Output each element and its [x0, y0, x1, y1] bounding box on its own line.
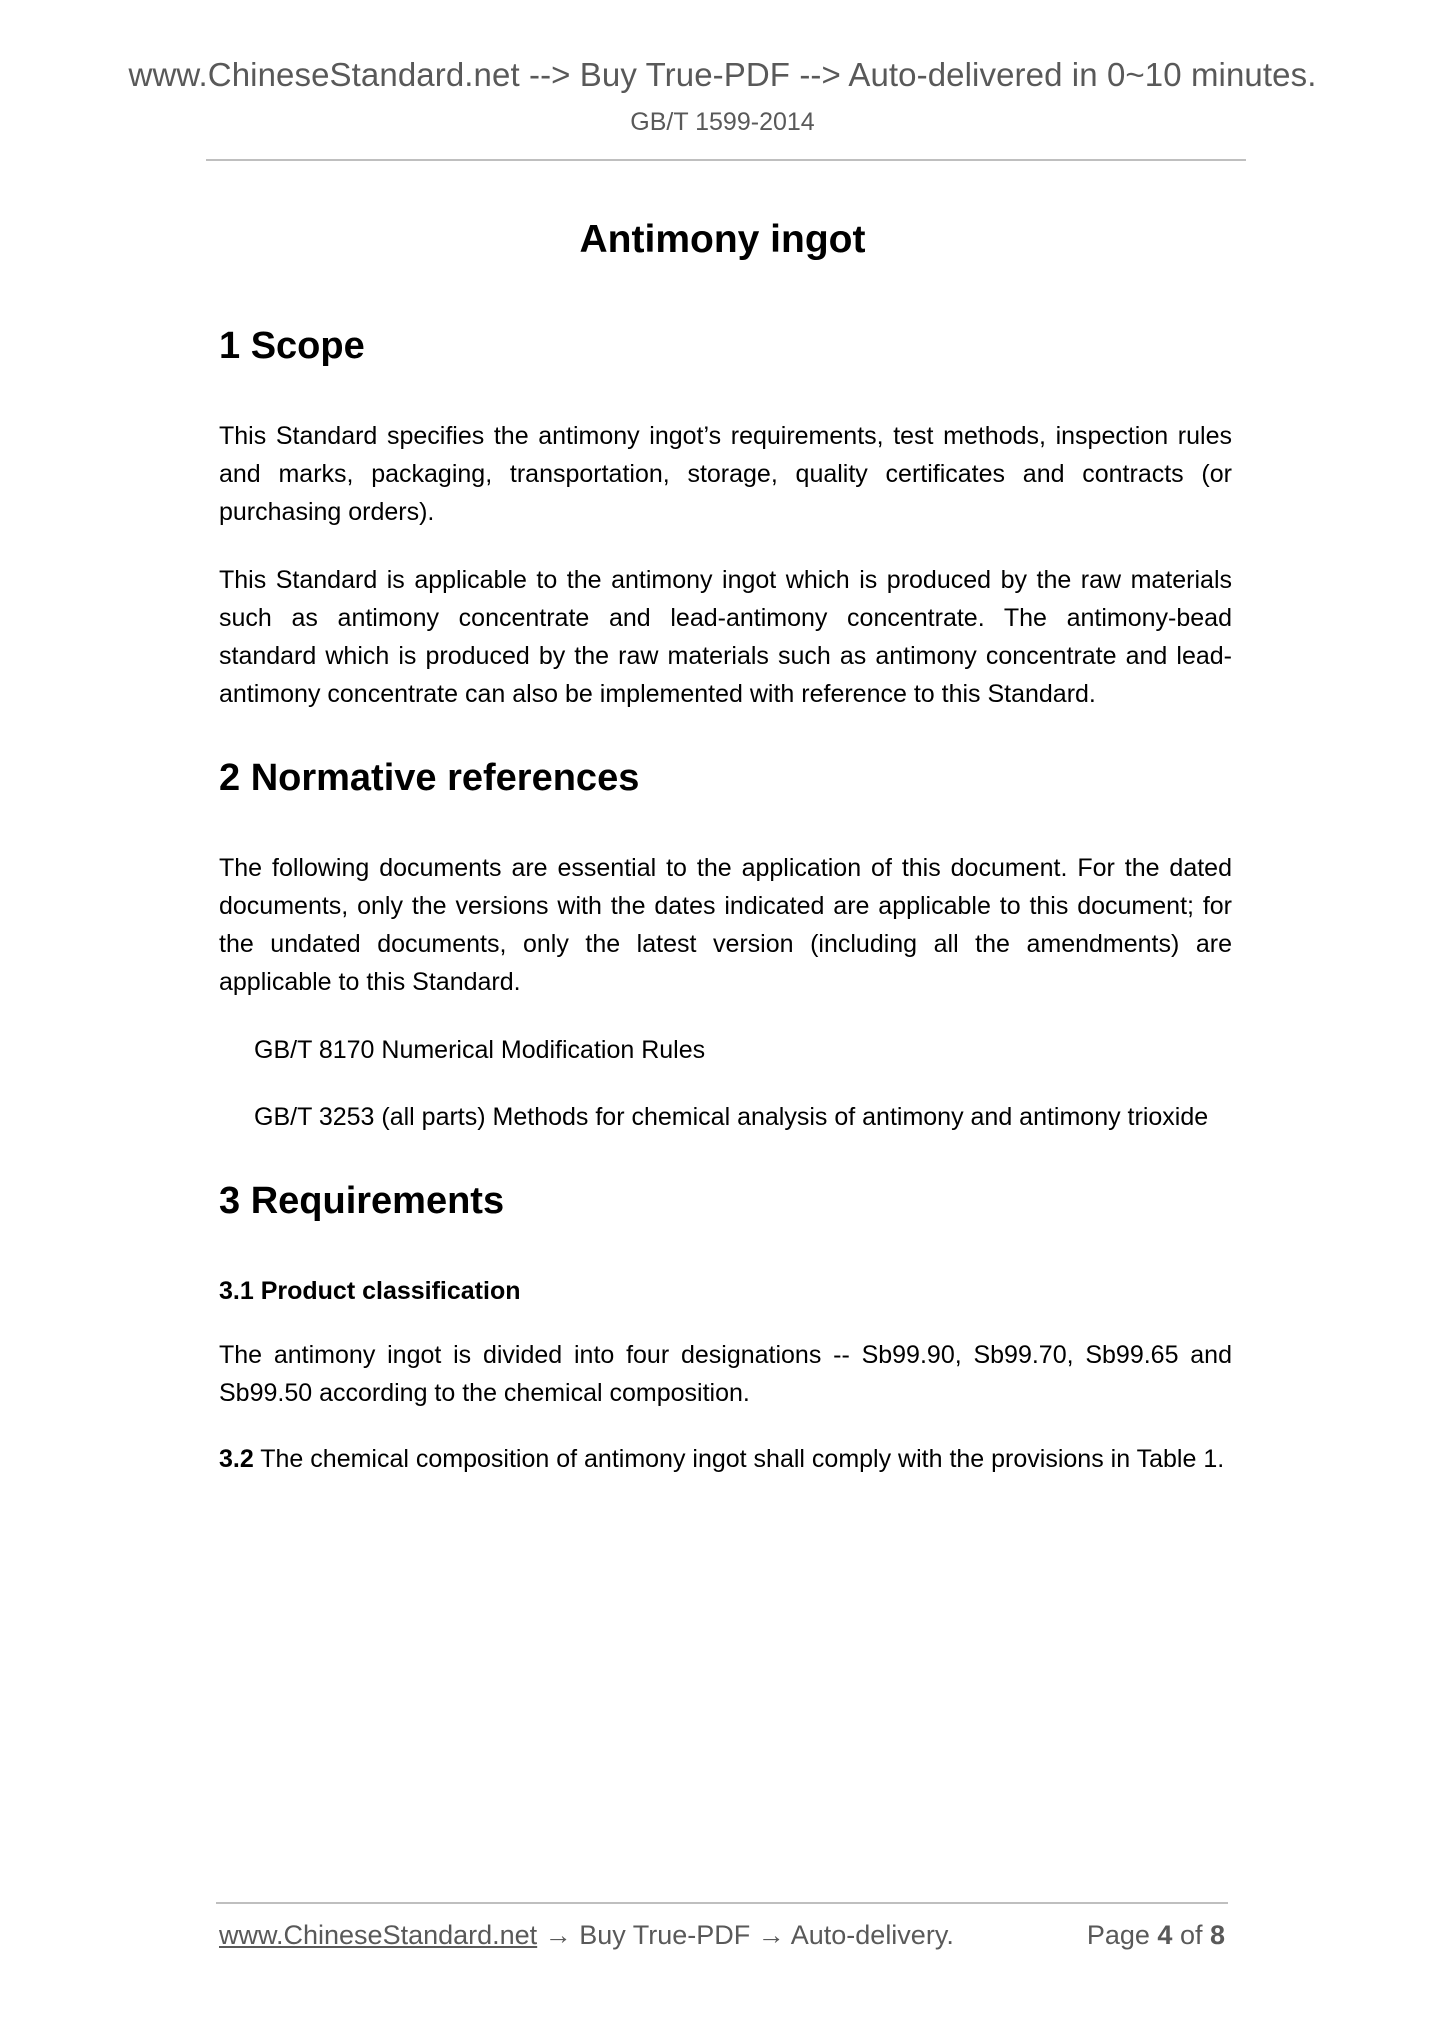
standard-code: GB/T 1599-2014 — [630, 108, 815, 136]
header-divider — [206, 159, 1246, 161]
clause-text: The chemical composition of antimony ingot shall comply with the provisions in Table 1. — [253, 1445, 1225, 1473]
page-label: Page — [1086, 1920, 1158, 1950]
section-heading-normative-references: 2 Normative references — [219, 757, 640, 799]
reference-item: GB/T 3253 (all parts) Methods for chemical analysis of antimony and antimony trioxide — [254, 1103, 1209, 1131]
section-heading-scope: 1 Scope — [219, 325, 365, 367]
footer-divider — [216, 1902, 1228, 1904]
header-banner: www.ChineseStandard.net --> Buy True-PDF --> Auto-delivered in 0~10 minutes. — [128, 56, 1317, 93]
section-heading-requirements: 3 Requirements — [219, 1180, 505, 1222]
chemical-composition-paragraph — [219, 1440, 1232, 1478]
scope-paragraph-1: This Standard specifies the antimony ingot’s requirements, test methods, inspection rules and marks, packaging, transportation, storage, quality certificates and contracts (or purchasing orders). — [219, 422, 1232, 526]
footer-left — [219, 1920, 954, 1951]
reference-item: GB/T 8170 Numerical Modification Rules — [254, 1036, 706, 1064]
normative-references-intro: The following documents are essential to the application of this document. For the dated documents, only the versions with the dates indicated are applicable to this document; for the undated documents, only the latest version (including all the amendments) are applicable to this Standard. — [219, 854, 1232, 996]
of-label: of — [1172, 1920, 1210, 1950]
page-total: 8 — [1209, 1920, 1225, 1950]
subsection-heading-product-classification: 3.1 Product classification — [219, 1277, 521, 1305]
footer-website-link[interactable]: www.ChineseStandard.net — [219, 1920, 538, 1950]
scope-paragraph-2: This Standard is applicable to the antimony ingot which is produced by the raw materials such as antimony concentrate and lead-antimony concentrate. The antimony-bead standard which is produced by the raw materials such as antimony concentrate and lead-antimony concentrate can also be implemented with reference to this Standard. — [219, 566, 1232, 708]
product-classification-paragraph: The antimony ingot is divided into four designations -- Sb99.90, Sb99.70, Sb99.65 and Sb99.50 according to the chemical composition. — [219, 1341, 1232, 1407]
clause-number: 3.2 — [219, 1445, 254, 1473]
document-title: Antimony ingot — [579, 218, 866, 261]
page-indicator — [1087, 1920, 1225, 1951]
footer-tagline: → Buy True-PDF → Auto-delivery. — [537, 1920, 954, 1950]
page-number: 4 — [1157, 1920, 1173, 1950]
